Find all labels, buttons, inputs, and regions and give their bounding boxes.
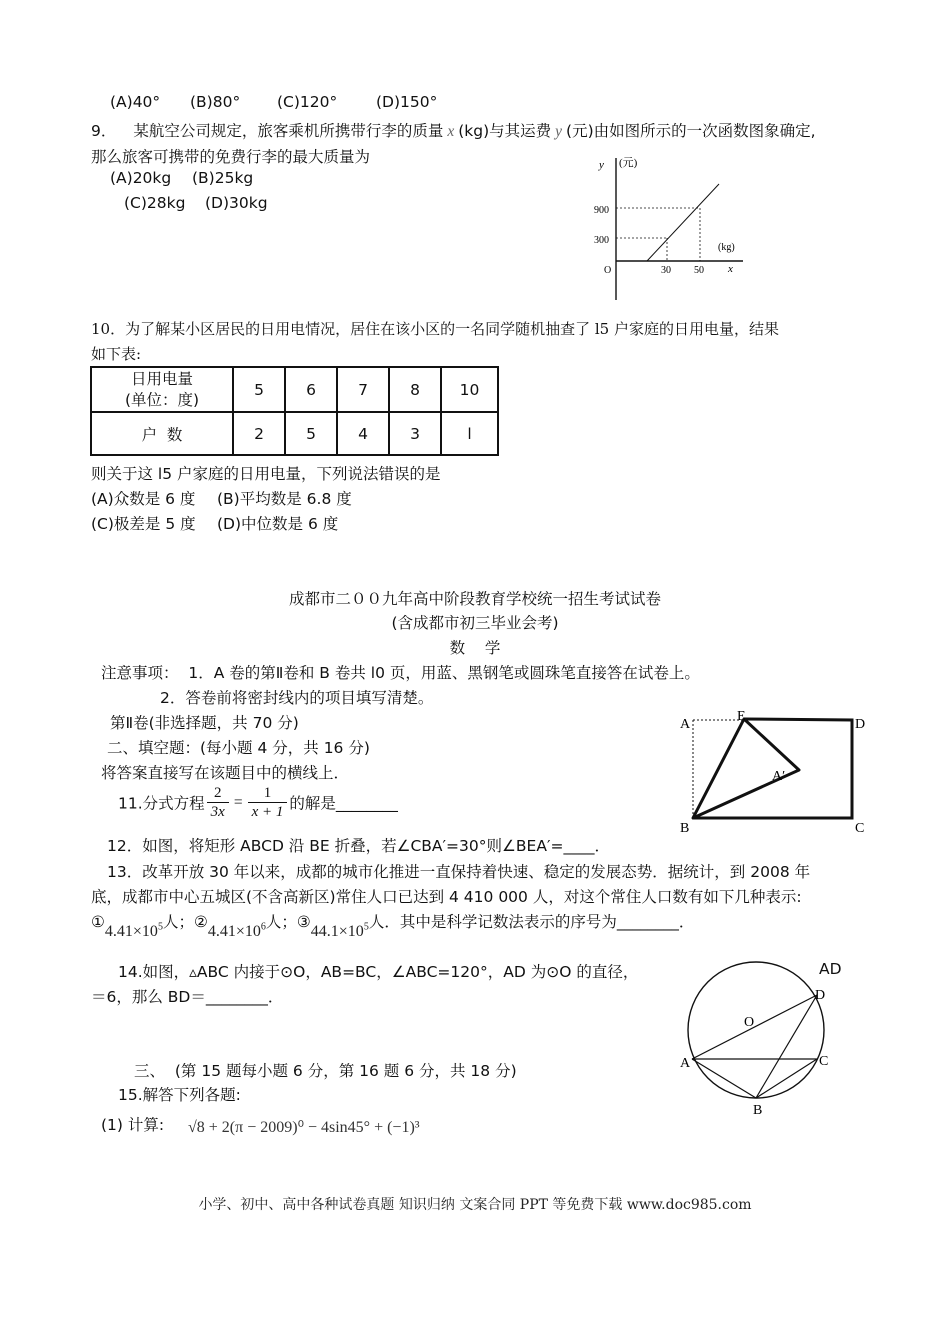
q12-label-a: A	[680, 717, 691, 732]
q15-calc-label: (1) 计算:	[101, 1116, 165, 1134]
q9-options-row2	[124, 194, 268, 212]
q10-header-cell	[91, 367, 233, 412]
q9-x-tick-50: 50	[694, 265, 704, 276]
q14-label-c: C	[819, 1054, 829, 1069]
q8-option-a: (A)40°	[110, 93, 161, 111]
q13-expr3-base: 44.1×10	[310, 923, 364, 940]
q14-label-b: B	[753, 1103, 763, 1118]
q9-option-c: (C)28kg	[124, 194, 186, 212]
q10-option-c: (C)极差是 5 度	[91, 515, 196, 533]
q12-label-b: B	[680, 821, 690, 832]
q9-var-x: x	[447, 123, 455, 140]
q14-line2: ＝6，那么 BD＝________．	[91, 988, 284, 1006]
q9-var-y: y	[555, 123, 563, 140]
q10-value-cell: 7	[337, 367, 389, 412]
q14-figure	[676, 955, 836, 1120]
q13-expr3-exp: 5	[363, 921, 369, 933]
q8-option-b: (B)80°	[190, 93, 241, 111]
q11-frac2-num: 1	[248, 784, 288, 803]
q9-options-row1	[110, 169, 253, 187]
q9-y-tick-900: 900	[594, 205, 609, 216]
q14-chord-ab	[692, 1059, 756, 1098]
q9-line2: 那么旅客可携带的免费行李的最大质量为	[91, 148, 371, 166]
exam-title: 成都市二００九年高中阶段教育学校统一招生考试试卷	[288, 590, 661, 608]
q11-prefix: 11.分式方程	[118, 794, 205, 813]
q11-frac1-num: 2	[207, 784, 229, 803]
q13-sep1: 人；②	[162, 913, 208, 931]
q14-line1: 14.如图，▵ABC 内接于⊙O，AB=BC，∠ABC=120°，AD 为⊙O 的直径，	[118, 963, 639, 981]
q10-line1: 10．为了解某小区居民的日用电情况，居住在该小区的一名同学随机抽查了 l5 户家庭的日用电量，结果	[91, 320, 779, 338]
q10-option-b: (B)平均数是 6.8 度	[217, 490, 352, 508]
q12-label-c: C	[855, 821, 865, 832]
q12-label-e: E	[737, 709, 746, 724]
q13-circled-1: ①	[91, 913, 105, 931]
q14-label-a: A	[680, 1056, 691, 1071]
section3-heading: 三、 (第 15 题每小题 6 分，第 16 题 6 分，共 18 分)	[134, 1062, 517, 1080]
q9-text-c: (元)由如图所示的一次函数图象确定,	[566, 122, 816, 140]
q9-y-tick-300: 300	[594, 235, 609, 246]
q15-heading: 15.解答下列各题:	[118, 1086, 241, 1104]
q13-line3	[91, 910, 695, 940]
q13-sep2: 人；③	[265, 913, 311, 931]
q9-number: 9．	[91, 122, 117, 140]
q9-y-unit: (元)	[619, 157, 638, 169]
q13-expr2-exp: 6	[260, 921, 266, 933]
page-footer: 小学、初中、高中各种试卷真题 知识归纳 文案合同 PPT 等免费下载 www.doc985.com	[198, 1197, 752, 1213]
q14-label-o: O	[744, 1015, 755, 1030]
notes-line1: 注意事项： 1．A 卷的第Ⅱ卷和 B 卷共 l0 页，用蓝、黑钢笔或圆珠笔直接答在试卷上。	[101, 664, 700, 682]
q10-value-cell: 10	[441, 367, 498, 412]
q8-option-c: (C)120°	[277, 93, 338, 111]
q10-option-d: (D)中位数是 6 度	[217, 515, 339, 533]
section2-part: 第Ⅱ卷(非选择题，共 70 分)	[110, 714, 299, 732]
q12-label-a-prime: A′	[772, 769, 786, 784]
q11-frac2-den: x + 1	[251, 804, 284, 820]
q12-label-d: D	[855, 717, 866, 732]
q9-y-axis-label: y	[599, 159, 604, 171]
q9-option-d: (D)30kg	[205, 194, 268, 212]
table-row	[91, 367, 498, 412]
q10-header-line2: (单位：度)	[124, 390, 200, 409]
q13-expr1-exp: 5	[157, 921, 163, 933]
q11-fraction-2	[248, 784, 288, 821]
q14-circle	[688, 962, 824, 1098]
q10-options-row2	[91, 512, 338, 534]
q14-chord-bc	[756, 1059, 817, 1098]
q10-question: 则关于这 l5 户家庭的日用电量，下列说法错误的是	[91, 465, 441, 483]
q11-fraction-1	[207, 784, 229, 821]
q13-line1: 13．改革开放 30 年以来，成都的城市化推进一直保持着快速、稳定的发展态势．据统计，到 2008 年	[107, 863, 811, 881]
q10-option-a: (A)众数是 6 度	[91, 490, 196, 508]
q10-value-cell: 8	[389, 367, 441, 412]
q12-text: 12．如图，将矩形 ABCD 沿 BE 折叠，若∠CBA′=30°则∠BEA′=____．	[107, 837, 610, 855]
table-row	[91, 412, 498, 455]
q10-table	[90, 366, 499, 456]
q9-text-a: 某航空公司规定，旅客乘机所携带行李的质量	[133, 122, 444, 140]
q10-count-cell: l	[441, 412, 498, 455]
q10-row2-label: 户 数	[91, 412, 233, 455]
exam-subject: 数 学	[449, 639, 501, 657]
q10-header-line1: 日用电量	[130, 369, 193, 388]
q10-value-cell: 5	[233, 367, 285, 412]
q9-function-line	[647, 184, 719, 261]
q11-suffix: 的解是________	[289, 794, 398, 813]
q13-expr1-base: 4.41×10	[104, 923, 158, 940]
q11-frac1-den: 3x	[210, 804, 225, 820]
q11-equals: =	[233, 793, 243, 811]
q9-origin: O	[604, 265, 612, 276]
notes-line2: 2．答卷前将密封线内的项目填写清楚。	[160, 689, 434, 707]
section2-instruction: 将答案直接写在该题目中的横线上．	[101, 764, 350, 782]
q14-label-d: D	[815, 988, 826, 1003]
q8-options	[110, 93, 437, 111]
q9-stem	[91, 119, 816, 141]
q10-count-cell: 5	[285, 412, 337, 455]
q10-count-cell: 3	[389, 412, 441, 455]
q14-tail: AD	[819, 960, 842, 978]
q9-x-unit: (kg)	[718, 242, 735, 253]
section2-heading: 二、填空题：(每小题 4 分，共 16 分)	[107, 739, 370, 757]
q9-text-b: (kg)与其运费	[458, 122, 552, 140]
q8-option-d: (D)150°	[376, 93, 438, 111]
q13-expr2	[208, 923, 266, 940]
q10-options-row1	[91, 487, 352, 509]
q10-count-cell: 2	[233, 412, 285, 455]
q13-expr2-base: 4.41×10	[207, 923, 261, 940]
q9-x-axis-label: x	[728, 263, 733, 275]
q15-calc-expr: √8 + 2(π − 2009)⁰ − 4sin45° + (−1)³	[188, 1119, 420, 1136]
exam-subtitle: (含成都市初三毕业会考)	[391, 614, 559, 632]
q13-line2: 底，成都市中心五城区(不含高新区)常住人口已达到 4 410 000 人，对这个常住人口数有如下几种表示:	[91, 888, 802, 906]
q10-line2: 如下表:	[91, 345, 142, 363]
q9-option-b: (B)25kg	[192, 169, 254, 187]
q9-option-a: (A)20kg	[110, 169, 172, 187]
q12-figure	[674, 708, 874, 832]
q10-value-cell: 6	[285, 367, 337, 412]
q11	[118, 784, 398, 821]
q13-tail: 人．其中是科学记数法表示的序号为________．	[368, 913, 695, 931]
q9-graph	[585, 150, 755, 302]
q13-expr3	[311, 923, 369, 940]
q9-x-tick-30: 30	[661, 265, 671, 276]
q10-count-cell: 4	[337, 412, 389, 455]
q13-expr1	[105, 923, 163, 940]
